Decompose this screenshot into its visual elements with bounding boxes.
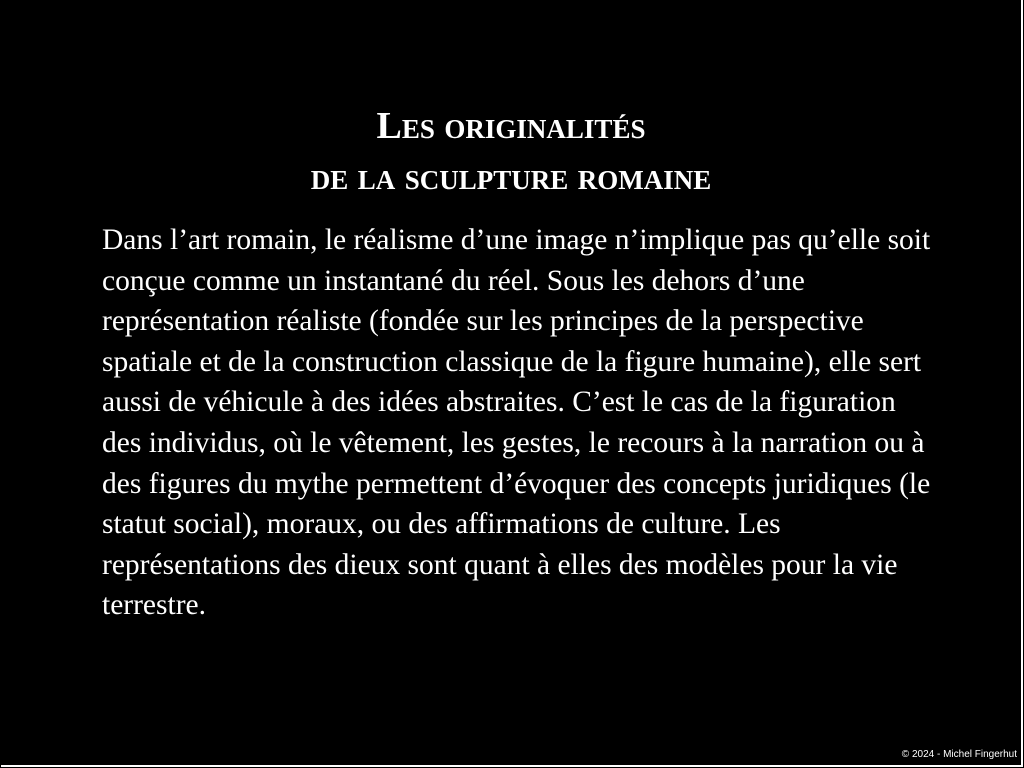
slide-title: Les originalités (376, 105, 646, 147)
slide-body-text: Dans l’art romain, le réalisme d’une image n’implique pas qu’elle soit conçue comme un instantané du réel. Sous les dehors d’une représentation réaliste (fondée sur les principes de la perspective spatiale et de la construction classique de la figure humaine), elle sert aussi de véhicule à des idées abstraites. C’est le cas de la figuration des individus, où le vêtement, les gestes, le recours à la narration ou à des figures du mythe permettent d’évoquer des concepts juridiques (le statut social), moraux, ou des affirmations de culture. Les représentations des dieux sont quant à elles des modèles pour la vie terrestre. (102, 224, 931, 622)
slide-subtitle: de la sculpture romaine (310, 156, 712, 198)
copyright-notice: © 2024 - Michel Fingerhut (901, 749, 1017, 760)
slide (1, 0, 1023, 767)
